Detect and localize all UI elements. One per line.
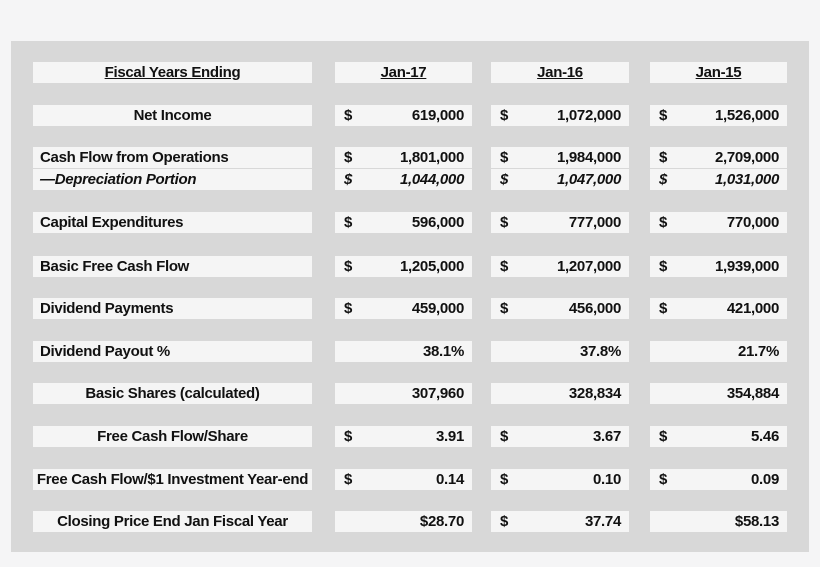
row-label: Dividend Payout %: [33, 341, 312, 362]
value-cell: [335, 341, 472, 362]
row-label: Net Income: [33, 105, 312, 126]
currency-symbol: $: [659, 300, 668, 317]
currency-symbol: $: [344, 300, 353, 317]
row-label: —Depreciation Portion: [33, 169, 312, 190]
column-header-jan-15: [650, 62, 787, 83]
value-cell: [650, 341, 787, 362]
value-cell: [491, 383, 629, 404]
cell-value: 459,000: [411, 300, 464, 317]
cell-value: 1,044,000: [399, 171, 464, 188]
cell-value: 328,834: [568, 385, 621, 402]
value-cell: [491, 426, 629, 447]
currency-symbol: $: [500, 513, 509, 530]
cell-value: 21.7%: [737, 343, 779, 360]
currency-symbol: $: [659, 171, 668, 188]
cell-value: 38.1%: [422, 343, 464, 360]
value-cell: [335, 469, 472, 490]
currency-symbol: $: [500, 471, 509, 488]
row-label: Capital Expenditures: [33, 212, 312, 233]
cell-value: 37.74: [584, 513, 621, 530]
column-header-jan-17: [335, 62, 472, 83]
value-cell: [335, 147, 472, 168]
currency-symbol: $: [500, 300, 509, 317]
table-header-row: [33, 62, 809, 83]
row-label: Dividend Payments: [33, 298, 312, 319]
value-cell: [650, 105, 787, 126]
cell-value: $58.13: [734, 513, 779, 530]
value-cell: [335, 383, 472, 404]
cell-value: 421,000: [726, 300, 779, 317]
value-cell: [491, 212, 629, 233]
cell-value: 777,000: [568, 214, 621, 231]
cell-value: 2,709,000: [714, 149, 779, 166]
value-cell: [335, 298, 472, 319]
value-cell: [650, 169, 787, 190]
value-cell: [491, 511, 629, 532]
cell-value: 37.8%: [579, 343, 621, 360]
column-header-label: Jan-16: [537, 64, 583, 81]
value-cell: [491, 341, 629, 362]
value-cell: [650, 298, 787, 319]
currency-symbol: $: [659, 258, 668, 275]
row-label: Free Cash Flow/Share: [33, 426, 312, 447]
value-cell: [650, 383, 787, 404]
value-cell: [491, 105, 629, 126]
cell-value: 3.91: [436, 428, 464, 445]
currency-symbol: $: [344, 471, 353, 488]
currency-symbol: $: [344, 107, 353, 124]
currency-symbol: $: [500, 107, 509, 124]
row-label: Cash Flow from Operations: [33, 147, 312, 168]
cell-value: 0.09: [751, 471, 779, 488]
cell-value: 456,000: [568, 300, 621, 317]
cell-value: 1,072,000: [556, 107, 621, 124]
value-cell: [491, 169, 629, 190]
value-cell: [650, 147, 787, 168]
value-cell: [650, 511, 787, 532]
value-cell: [650, 256, 787, 277]
cell-value: 5.46: [751, 428, 779, 445]
cell-value: 1,031,000: [714, 171, 779, 188]
table-row-fcf-per-dollar-investment: [33, 469, 809, 490]
cell-value: 0.14: [436, 471, 464, 488]
column-header-label: Jan-17: [380, 64, 427, 81]
row-label: Basic Shares (calculated): [33, 383, 312, 404]
value-cell: [335, 426, 472, 447]
cell-value: 770,000: [726, 214, 779, 231]
cell-value: 3.67: [593, 428, 621, 445]
value-cell: [650, 426, 787, 447]
cell-value: 1,801,000: [399, 149, 464, 166]
table-row-dividend-payout-percent: [33, 341, 809, 362]
table-row-cash-flow-operations: [33, 147, 809, 168]
value-cell: [335, 105, 472, 126]
currency-symbol: $: [500, 214, 509, 231]
cell-value: $28.70: [419, 513, 464, 530]
currency-symbol: $: [344, 149, 353, 166]
value-cell: [491, 147, 629, 168]
currency-symbol: $: [344, 214, 353, 231]
currency-symbol: $: [659, 149, 668, 166]
cell-value: 307,960: [411, 385, 464, 402]
currency-symbol: $: [500, 149, 509, 166]
financial-table-panel: [11, 41, 809, 552]
currency-symbol: $: [500, 171, 509, 188]
cell-value: 596,000: [411, 214, 464, 231]
cell-value: 0.10: [593, 471, 621, 488]
row-label: Free Cash Flow/$1 Investment Year-end: [33, 469, 312, 490]
table-row-basic-free-cash-flow: [33, 256, 809, 277]
row-label: Closing Price End Jan Fiscal Year: [33, 511, 312, 532]
table-row-closing-price: [33, 511, 809, 532]
cell-value: 1,984,000: [556, 149, 621, 166]
cell-value: 1,526,000: [714, 107, 779, 124]
value-cell: [650, 469, 787, 490]
value-cell: [491, 298, 629, 319]
table-row-basic-shares: [33, 383, 809, 404]
value-cell: [491, 256, 629, 277]
table-title: Fiscal Years Ending: [33, 62, 312, 83]
value-cell: [335, 212, 472, 233]
currency-symbol: $: [344, 171, 353, 188]
table-row-dividend-payments: [33, 298, 809, 319]
currency-symbol: $: [344, 258, 353, 275]
currency-symbol: $: [659, 471, 668, 488]
currency-symbol: $: [659, 107, 668, 124]
cell-value: 1,205,000: [399, 258, 464, 275]
value-cell: [335, 169, 472, 190]
table-row-net-income: [33, 105, 809, 126]
currency-symbol: $: [344, 428, 353, 445]
table-row-depreciation-portion: [33, 169, 809, 190]
value-cell: [335, 256, 472, 277]
currency-symbol: $: [500, 258, 509, 275]
value-cell: [491, 469, 629, 490]
column-header-label: Jan-15: [695, 64, 742, 81]
currency-symbol: $: [500, 428, 509, 445]
column-header-jan-16: [491, 62, 629, 83]
value-cell: [335, 511, 472, 532]
table-row-free-cash-flow-share: [33, 426, 809, 447]
currency-symbol: $: [659, 428, 668, 445]
cell-value: 354,884: [726, 385, 779, 402]
row-label: Basic Free Cash Flow: [33, 256, 312, 277]
cell-value: 1,207,000: [556, 258, 621, 275]
table-row-capital-expenditures: [33, 212, 809, 233]
currency-symbol: $: [659, 214, 668, 231]
cell-value: 619,000: [411, 107, 464, 124]
cell-value: 1,939,000: [714, 258, 779, 275]
value-cell: [650, 212, 787, 233]
cell-value: 1,047,000: [556, 171, 621, 188]
